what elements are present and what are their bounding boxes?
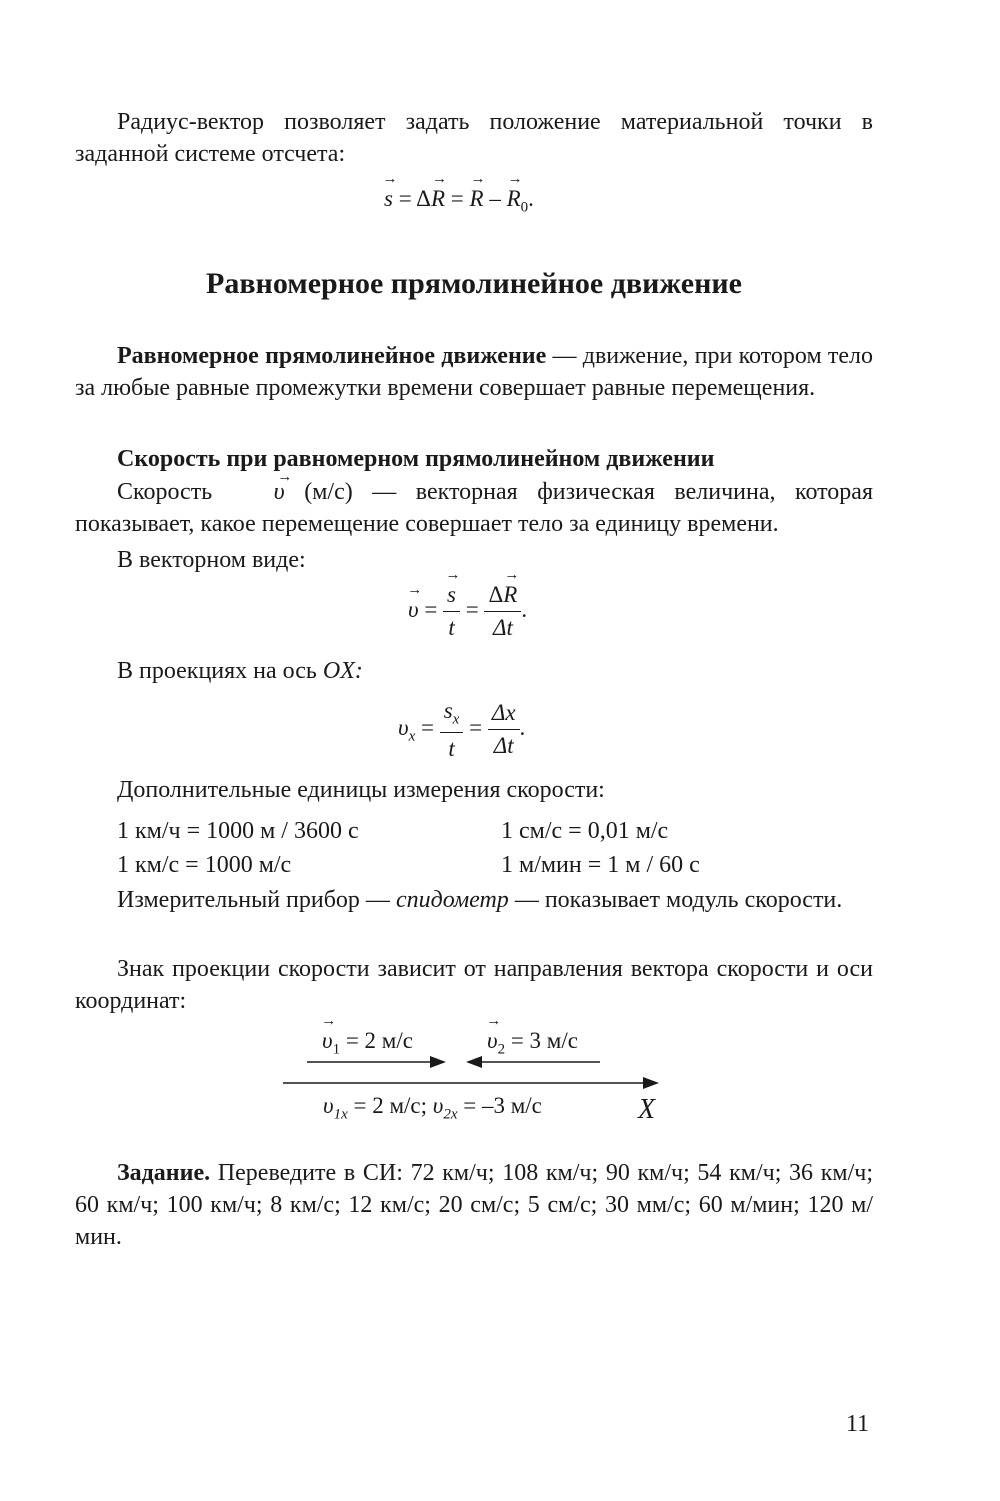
- unit-row-2-right: 1 м/мин = 1 м / 60 с: [501, 852, 700, 878]
- eq1-minus: –: [483, 186, 507, 211]
- v1-symbol: → υ: [322, 1028, 333, 1054]
- eq3-s: s: [443, 698, 453, 723]
- eq3-equals: =: [415, 715, 434, 741]
- equation-velocity-vector: [408, 582, 527, 641]
- eq3-sx: x: [452, 711, 460, 728]
- eq1-dot: .: [528, 186, 534, 211]
- vector-form-label: В векторном виде:: [117, 547, 306, 573]
- eq1-equals-delta: = Δ: [392, 186, 431, 211]
- eq3-dt: Δt: [493, 733, 514, 759]
- eq3-t: t: [448, 735, 455, 761]
- unit-row-1-right: 1 см/с = 0,01 м/с: [501, 818, 669, 844]
- x-axis-arrow: [283, 1077, 659, 1089]
- proj2-sub: 2x: [443, 1106, 458, 1123]
- task-label: Задание.: [117, 1160, 211, 1186]
- eq3-v: υ: [398, 715, 409, 741]
- v1-arrow: [307, 1056, 446, 1068]
- eq2-equals: =: [418, 596, 438, 622]
- device-name: спидометр: [395, 887, 509, 913]
- eq3-vx: x: [408, 728, 416, 745]
- eq3-equals2: =: [463, 715, 483, 741]
- intro-text: Радиус-вектор позволяет задать положение материальной точки в заданной системе отсчета:: [75, 109, 873, 167]
- units-label: Дополнительные единицы измерения скорости:: [117, 777, 605, 803]
- unit-row-1-left: 1 км/ч = 1000 м / 3600 с: [117, 818, 359, 844]
- equation-displacement: [384, 186, 534, 217]
- v1-sub: 1: [332, 1041, 341, 1058]
- proj1-value: = 2 м/с;: [347, 1093, 433, 1118]
- proj1-symbol: υ: [323, 1093, 334, 1118]
- task-paragraph: [75, 1157, 873, 1253]
- speed-symbol: → υ: [232, 476, 285, 508]
- eq2-v: → υ: [408, 597, 419, 623]
- speed-rest: (м/с) — векторная физическая величина, которая показывает, какое перемещение совершает тело за единицу времени.: [75, 479, 873, 537]
- proj2-value: = –3 м/с: [457, 1093, 542, 1118]
- device-paragraph: [75, 884, 873, 916]
- vec-s: → s: [384, 186, 393, 212]
- eq3-dot: .: [519, 715, 526, 741]
- v2-arrow: [466, 1056, 600, 1068]
- speed-pre: Скорость: [117, 479, 232, 505]
- speed-paragraph: [75, 476, 873, 540]
- eq2-frac1: [443, 582, 460, 641]
- device-pre: Измерительный прибор —: [117, 887, 396, 913]
- equation-velocity-projection: [398, 698, 525, 762]
- v2-label: [487, 1028, 578, 1059]
- subheading: Скорость при равномерном прямолинейном движении: [117, 446, 715, 472]
- eq3-frac2: [488, 700, 520, 759]
- v2-value: = 3 м/с: [505, 1028, 578, 1053]
- vec-R2: → R: [470, 186, 484, 212]
- projection-axis: OX:: [322, 658, 363, 684]
- sign-paragraph: Знак проекции скорости зависит от направления вектора скорости и оси координат:: [75, 956, 873, 1014]
- device-rest: — показывает модуль скорости.: [508, 887, 843, 913]
- eq2-t: t: [448, 615, 455, 640]
- page-number: 11: [846, 1411, 870, 1437]
- eq1-sub0: 0: [520, 199, 529, 216]
- vec-R: → R: [431, 186, 445, 212]
- eq2-equals2: =: [460, 596, 479, 622]
- v2-sub: 2: [497, 1041, 506, 1058]
- projection-pre: В проекциях на ось: [117, 658, 323, 684]
- v1-value: = 2 м/с: [340, 1028, 413, 1053]
- intro-paragraph: [75, 106, 873, 170]
- axis-x-label: X: [638, 1094, 656, 1125]
- eq2-s: → s: [447, 582, 456, 608]
- v2-symbol: → υ: [487, 1028, 498, 1054]
- eq2-dot: .: [521, 596, 528, 622]
- projections-label: [323, 1093, 542, 1124]
- eq2-delta: Δ: [488, 582, 504, 607]
- section-heading: Равномерное прямолинейное движение: [206, 267, 742, 300]
- proj2-symbol: υ: [432, 1093, 444, 1118]
- eq1-equals: =: [445, 186, 470, 211]
- projection-label: [117, 655, 363, 687]
- v1-label: [322, 1028, 413, 1059]
- unit-row-2-left: 1 км/с = 1000 м/с: [117, 852, 292, 878]
- definition-paragraph: [75, 340, 873, 404]
- eq3-dx: Δx: [488, 700, 520, 730]
- definition-rest: — движение, при котором тело за любые равные промежутки времени совершает равные перемещения.: [75, 343, 873, 401]
- eq3-frac1: [440, 698, 464, 762]
- eq2-dt: Δt: [492, 615, 513, 640]
- eq2-frac2: [484, 582, 521, 641]
- definition-term: Равномерное прямолинейное движение: [117, 343, 547, 369]
- proj1-sub: 1x: [333, 1106, 348, 1123]
- vec-R0: → R: [507, 186, 521, 212]
- task-text: Переведите в СИ: 72 км/ч; 108 км/ч; 90 км/ч; 54 км/ч; 36 км/ч; 60 км/ч; 100 км/ч; 8 км/с; 12 км/с; 20 см/с; 5 см/с; 30 мм/с; 60 м/мин; 120 м/мин.: [75, 1160, 873, 1250]
- eq2-R: → R: [503, 582, 517, 608]
